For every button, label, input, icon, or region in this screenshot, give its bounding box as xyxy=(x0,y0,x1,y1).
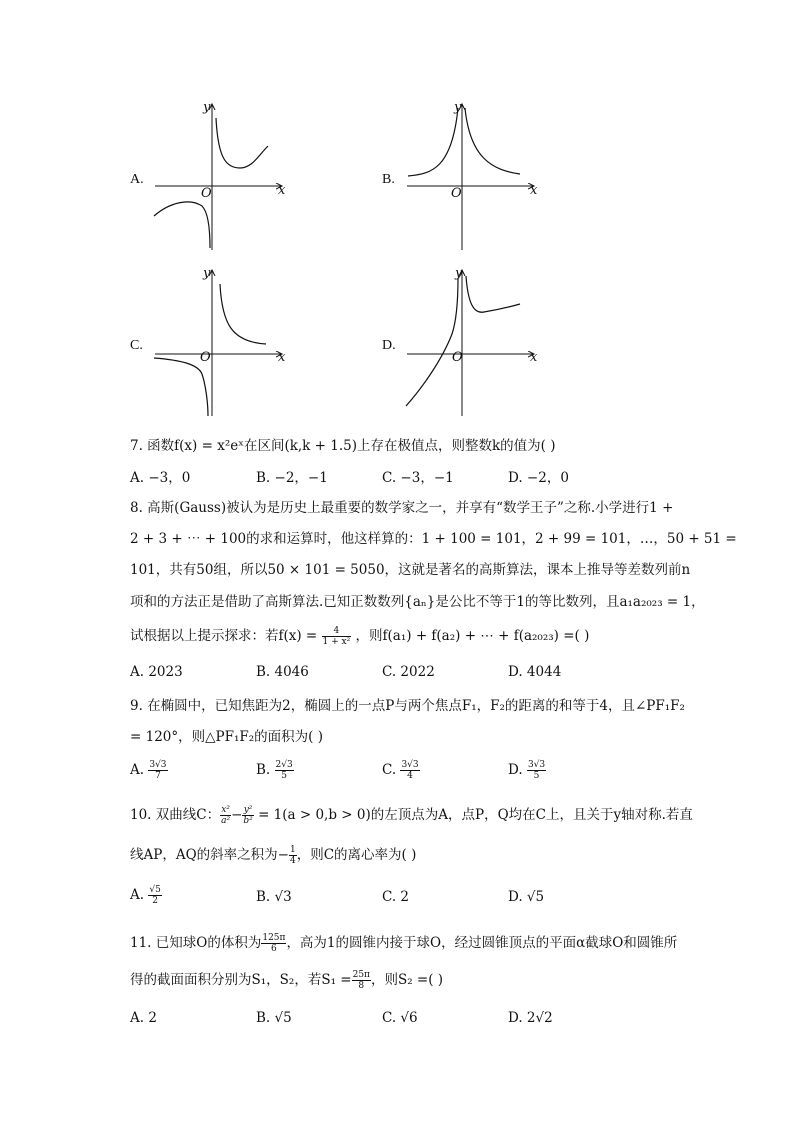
q10-frac-den: 4 xyxy=(289,856,296,866)
graph-a-y-label: y xyxy=(203,100,211,115)
question-8-line-5 xyxy=(130,626,690,647)
graph-option-b-label: B. xyxy=(382,172,395,187)
graph-d xyxy=(402,264,542,419)
q11-option-c[interactable]: C. √6 xyxy=(382,1010,418,1026)
q9-option-b[interactable] xyxy=(256,760,294,781)
q11-option-d[interactable]: D. 2√2 xyxy=(508,1010,553,1026)
graph-a xyxy=(150,98,290,253)
q11-option-b[interactable]: B. √5 xyxy=(256,1010,292,1026)
graph-c-y-label: y xyxy=(203,266,211,281)
q10-option-d[interactable]: D. √5 xyxy=(508,889,545,905)
question-11-options xyxy=(130,1010,690,1030)
q10-a-num: √5 xyxy=(149,885,161,895)
graph-b-y-label: y xyxy=(454,100,462,115)
question-9-options xyxy=(130,760,690,786)
question-9-line-1: 9. 在椭圆中，已知焦距为2，椭圆上的一点P与两个焦点F₁，F₂的距离的和等于4，且∠PF₁F₂ xyxy=(130,698,685,714)
question-8-options xyxy=(130,664,690,684)
q9-option-c-key: C. xyxy=(382,762,397,778)
q10-option-c[interactable]: C. 2 xyxy=(382,889,410,905)
q11-line2-post: ，则S₂ =( ) xyxy=(370,972,444,988)
graph-c-origin-label: O xyxy=(200,350,211,365)
graph-b-origin-label: O xyxy=(451,186,462,201)
q8-line5-pre: 试根据以上提示探求：若f(x) = xyxy=(130,628,318,644)
graph-d-origin-label: O xyxy=(452,350,463,365)
q9-d-num: 3√3 xyxy=(527,760,546,770)
q9-a-num: 3√3 xyxy=(149,760,167,770)
graph-d-x-label: x xyxy=(530,350,538,365)
question-11-line-2 xyxy=(130,970,690,991)
q9-option-c[interactable] xyxy=(382,760,420,781)
graph-a-x-label: x xyxy=(278,183,286,198)
question-7-options xyxy=(130,466,690,486)
q10-option-a[interactable] xyxy=(130,885,162,906)
q8-frac-num: 4 xyxy=(322,626,352,637)
q9-option-d-key: D. xyxy=(508,762,523,778)
q9-b-den: 5 xyxy=(281,771,287,781)
q7-option-b[interactable]: B. −2，−1 xyxy=(256,470,328,486)
q8-option-d[interactable]: D. 4044 xyxy=(508,664,562,680)
q9-option-b-key: B. xyxy=(256,762,271,778)
graph-b xyxy=(402,98,542,253)
q9-c-num: 3√3 xyxy=(401,760,419,770)
q7-option-a[interactable]: A. −3，0 xyxy=(130,470,191,486)
q10-line1-post: = 1(a > 0,b > 0)的左顶点为A，点P，Q均在C上，且关于y轴对称.若直 xyxy=(258,807,693,823)
q9-d-den: 5 xyxy=(533,771,540,781)
q9-option-a-key: A. xyxy=(130,762,145,778)
q10-a-den: 2 xyxy=(152,896,158,906)
q10-line2-post: ，则C的离心率为( ) xyxy=(296,847,417,863)
q10-option-a-key: A. xyxy=(130,887,145,903)
graph-b-x-label: x xyxy=(530,183,538,198)
graph-d-y-label: y xyxy=(455,266,463,281)
q10-line2-pre: 线AP，AQ的斜率之积为− xyxy=(130,847,289,863)
q11-frac1-den: 6 xyxy=(271,944,277,954)
q11-line1-post: ，高为1的圆锥内接于球O，经过圆锥顶点的平面α截球O和圆锥所 xyxy=(286,935,678,951)
graph-option-d-label: D. xyxy=(382,338,396,353)
q9-a-den: 7 xyxy=(155,771,161,781)
question-10-options xyxy=(130,885,690,911)
q11-line2-pre: 得的截面面积分别为S₁，S₂，若S₁ = xyxy=(130,972,352,988)
q11-frac1-num: 125π xyxy=(262,933,286,943)
q10-line1-pre: 10. 双曲线C： xyxy=(130,807,221,823)
graph-c-x-label: x xyxy=(278,350,286,365)
question-10-line-2 xyxy=(130,845,690,866)
q8-frac-den: 1 + x² xyxy=(322,637,351,647)
question-8-line-2: 2 + 3 + ⋯ + 100的求和运算时，他这样算的：1 + 100 = 101，2 + 99 = 101，…，50 + 51 = xyxy=(130,531,737,547)
q10-frac-num: 1 xyxy=(289,845,296,855)
q9-option-d[interactable] xyxy=(508,760,546,781)
q7-option-c[interactable]: C. −3，−1 xyxy=(382,470,454,486)
question-10-line-1: 10. 双曲线C： $\frac{\text{x²}}{\text{a²}}$ − $\frac{\text{y²}}{\text{b²}}$ = 1(a > 0,b > 0)的左顶点为A，点P，Q均在C上，且关于y轴对称.若直 xyxy=(130,805,693,826)
question-9-line-2: = 120°，则△PF₁F₂的面积为( ) xyxy=(130,729,323,745)
q9-option-a[interactable] xyxy=(130,760,168,781)
q11-line1-pre: 11. 已知球O的体积为 xyxy=(130,935,262,951)
q9-c-den: 4 xyxy=(407,771,413,781)
q9-b-num: 2√3 xyxy=(275,760,293,770)
graph-a-origin-label: O xyxy=(201,186,212,201)
question-8-line-1: 8. 高斯(Gauss)被认为是历史上最重要的数学家之一，并享有“数学王子”之称.小学进行1 + xyxy=(130,500,674,516)
q8-option-a[interactable]: A. 2023 xyxy=(130,664,183,680)
q11-frac2-num: 25π xyxy=(352,970,370,980)
q8-fraction xyxy=(322,626,352,647)
q11-option-a[interactable]: A. 2 xyxy=(130,1010,157,1026)
graph-c xyxy=(150,264,290,419)
graph-option-a-label: A. xyxy=(130,172,144,187)
question-11-line-1 xyxy=(130,933,690,954)
question-7-text: 7. 函数f(x) = x²eˣ在区间(k,k + 1.5)上存在极值点，则整数k的值为( ) xyxy=(130,438,556,454)
q11-frac2-den: 8 xyxy=(358,981,365,991)
q7-option-d[interactable]: D. −2，0 xyxy=(508,470,569,486)
question-8-line-4: 项和的方法正是借助了高斯算法.已知正数数列{aₙ}是公比不等于1的等比数列，且a₁a₂₀₂₃ = 1， xyxy=(130,594,705,610)
q8-option-b[interactable]: B. 4046 xyxy=(256,664,309,680)
question-8-line-3: 101，共有50组，所以50 × 101 = 5050，这就是著名的高斯算法，课本上推导等差数列前n xyxy=(130,562,691,578)
q8-line5-post: ，则f(a₁) + f(a₂) + ⋯ + f(a₂₀₂₃) =( ) xyxy=(355,628,590,644)
q8-option-c[interactable]: C. 2022 xyxy=(382,664,435,680)
graph-option-c-label: C. xyxy=(130,338,143,353)
q10-option-b[interactable]: B. √3 xyxy=(256,889,292,905)
